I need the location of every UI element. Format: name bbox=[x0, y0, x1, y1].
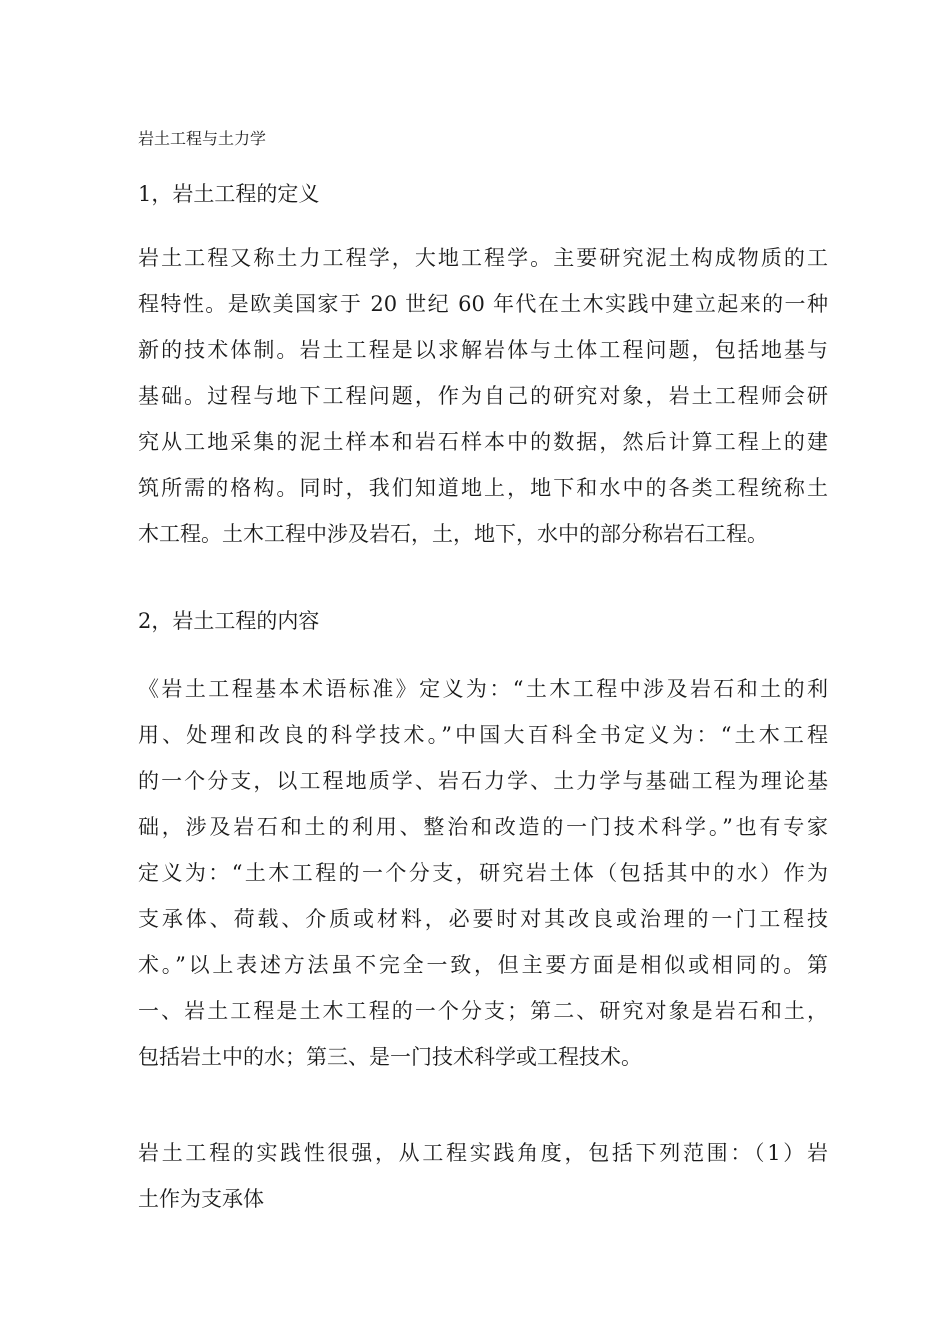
paragraph-content-scope bbox=[138, 1130, 828, 1222]
paragraph-line: 术。”以上表述方法虽不完全一致，但主要方面是相似或相同的。第 bbox=[138, 953, 828, 977]
paragraph-line: 岩土工程的实践性很强，从工程实践角度，包括下列范围：（1）岩 bbox=[138, 1141, 828, 1165]
paragraph-definition bbox=[138, 235, 828, 557]
paragraph-line: 支承体、荷载、介质或材料，必要时对其改良或治理的一门工程技 bbox=[138, 907, 828, 931]
paragraph-line: 包括岩土中的水；第三、是一门技术科学或工程技术。 bbox=[138, 1045, 642, 1069]
paragraph-line: 究从工地采集的泥土样本和岩石样本中的数据，然后计算工程上的建 bbox=[138, 430, 828, 454]
paragraph-line: 基础。过程与地下工程问题，作为自己的研究对象，岩土工程师会研 bbox=[138, 384, 828, 408]
paragraph-line: 定义为：“土木工程的一个分支，研究岩土体（包括其中的水）作为 bbox=[138, 861, 828, 885]
paragraph-line: 筑所需的格构。同时，我们知道地上，地下和水中的各类工程统称土 bbox=[138, 476, 828, 500]
paragraph-line: 一、岩土工程是土木工程的一个分支；第二、研究对象是岩石和土， bbox=[138, 999, 828, 1023]
paragraph-line: 土作为支承体 bbox=[138, 1187, 264, 1211]
paragraph-line: 用、处理和改良的科学技术。”中国大百科全书定义为：“土木工程 bbox=[138, 723, 828, 747]
paragraph-line: 程特性。是欧美国家于 20 世纪 60 年代在土木实践中建立起来的一种 bbox=[138, 292, 828, 316]
paragraph-content-definitions bbox=[138, 666, 828, 1080]
section-heading-definition: 1，岩土工程的定义 bbox=[138, 182, 320, 206]
paragraph-line: 的一个分支，以工程地质学、岩石力学、土力学与基础工程为理论基 bbox=[138, 769, 828, 793]
paragraph-line: 木工程。土木工程中涉及岩石，土，地下，水中的部分称岩石工程。 bbox=[138, 522, 768, 546]
paragraph-line: 础，涉及岩石和土的利用、整治和改造的一门技术科学。”也有专家 bbox=[138, 815, 828, 839]
document-title: 岩土工程与土力学 bbox=[138, 129, 267, 148]
paragraph-line: 新的技术体制。岩土工程是以求解岩体与土体工程问题，包括地基与 bbox=[138, 338, 828, 362]
paragraph-line: 岩土工程又称土力工程学，大地工程学。主要研究泥土构成物质的工 bbox=[138, 246, 828, 270]
paragraph-line: 《岩土工程基本术语标准》定义为：“土木工程中涉及岩石和土的利 bbox=[138, 677, 828, 701]
section-heading-content: 2，岩土工程的内容 bbox=[138, 609, 320, 633]
